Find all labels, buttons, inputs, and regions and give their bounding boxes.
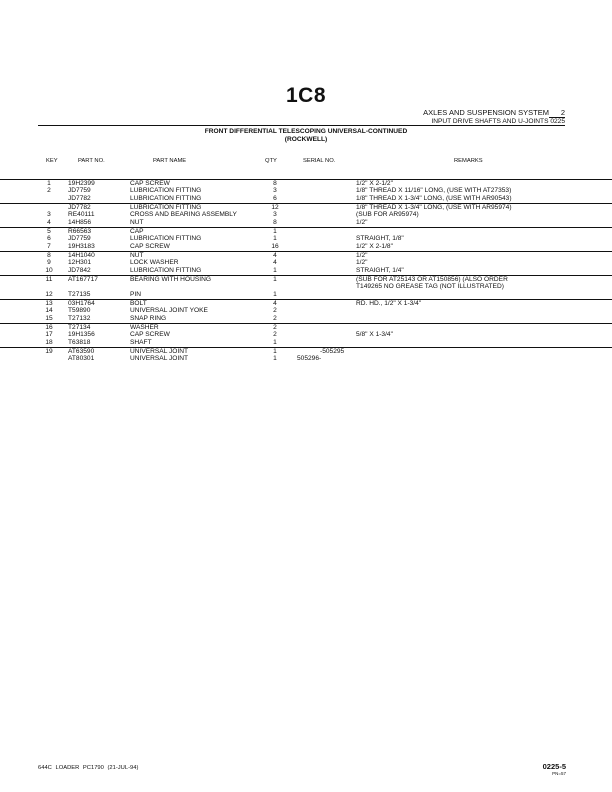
cell-qty: 16: [271, 243, 279, 250]
cell-qty: 3: [273, 211, 277, 218]
cell-remarks: RD. HD., 1/2" X 1-3/4": [356, 300, 422, 307]
cell-name: SNAP RING: [130, 315, 167, 322]
cell-qty: 1: [273, 235, 277, 242]
cell-name: NUT: [130, 252, 144, 259]
cell-remarks: 1/8" THREAD X 1-3/4" LONG, (USE WITH AR95974): [356, 204, 512, 211]
cell-key: 12: [45, 291, 53, 298]
table-row: [0, 331, 612, 339]
cell-qty: 1: [273, 348, 277, 355]
system-heading: [423, 108, 565, 118]
table-row: [0, 211, 612, 219]
cell-remarks: 1/8" THREAD X 11/16" LONG, (USE WITH AT27353): [356, 187, 512, 194]
cell-qty: 1: [273, 267, 277, 274]
cell-name: LUBRICATION FITTING: [130, 187, 202, 194]
footer-model-info: 644C LOADER PC1790 (21-JUL-94): [38, 765, 139, 771]
cell-part: 14H1040: [68, 252, 95, 259]
cell-name: BEARING WITH HOUSING: [130, 276, 211, 283]
cell-remarks: (SUB FOR AR95974): [356, 211, 419, 218]
cell-key: 13: [45, 300, 53, 307]
cell-key: 9: [47, 259, 51, 266]
col-header-qty: QTY: [265, 158, 277, 164]
cell-part: JD7842: [68, 267, 91, 274]
subsystem-heading: INPUT DRIVE SHAFTS AND U-JOINTS 0225: [431, 118, 565, 125]
cell-part: T59890: [68, 307, 91, 314]
system-title: AXLES AND SUSPENSION SYSTEM: [423, 108, 549, 117]
col-header-remarks: REMARKS: [454, 158, 483, 164]
cell-remarks: STRAIGHT, 1/4": [356, 267, 404, 274]
cell-qty: 8: [273, 219, 277, 226]
cell-key: 3: [47, 211, 51, 218]
cell-part: 19H2399: [68, 180, 95, 187]
cell-key: 6: [47, 235, 51, 242]
cell-qty: 1: [273, 355, 277, 362]
cell-key: 11: [45, 276, 53, 283]
cell-remarks: (SUB FOR AT25143 OR AT150856) (ALSO ORDER: [356, 276, 508, 283]
cell-remarks: 1/2": [356, 252, 368, 259]
table-row: [0, 235, 612, 243]
table-row: [0, 219, 612, 227]
cell-part: 19H3183: [68, 243, 95, 250]
cell-part: RE40111: [68, 211, 95, 218]
cell-qty: 6: [273, 195, 277, 202]
cell-name: LUBRICATION FITTING: [130, 235, 202, 242]
table-row: [0, 355, 612, 363]
cell-name: WASHER: [130, 324, 159, 331]
cell-part: T27135: [68, 291, 91, 298]
cell-part: 19H1356: [68, 331, 95, 338]
cell-part: JD7759: [68, 187, 91, 194]
cell-qty: 1: [273, 228, 277, 235]
cell-qty: 1: [273, 339, 277, 346]
cell-remarks: 1/2" X 2-1/2": [356, 180, 393, 187]
col-header-part-name: PART NAME: [153, 158, 187, 164]
table-row: [0, 307, 612, 315]
page-code: 1C8: [285, 84, 327, 107]
table-row: [0, 187, 612, 195]
cell-qty: 4: [273, 259, 277, 266]
cell-part: 12H301: [68, 259, 92, 266]
cell-part: 03H1764: [68, 300, 95, 307]
cell-part: T63818: [68, 339, 91, 346]
cell-qty: 12: [271, 204, 279, 211]
cell-key: 5: [47, 228, 51, 235]
cell-part: JD7759: [68, 235, 91, 242]
cell-key: 10: [45, 267, 53, 274]
table-row: [0, 291, 612, 299]
cell-qty: 1: [273, 276, 277, 283]
cell-part: R66563: [68, 228, 92, 235]
cell-key: 8: [47, 252, 51, 259]
system-number: 2: [549, 108, 565, 118]
cell-name: CROSS AND BEARING ASSEMBLY: [130, 211, 237, 218]
cell-name: BOLT: [130, 300, 147, 307]
header-rule: [38, 125, 565, 126]
cell-part: AT167717: [68, 276, 98, 283]
cell-qty: 8: [273, 180, 277, 187]
cell-name: UNIVERSAL JOINT: [130, 355, 189, 362]
cell-name: LUBRICATION FITTING: [130, 267, 202, 274]
cell-remarks: T149265 NO GREASE TAG (NOT ILLUSTRATED): [356, 283, 504, 290]
cell-remarks: 1/2": [356, 219, 368, 226]
cell-qty: 2: [273, 307, 277, 314]
cell-name: LOCK WASHER: [130, 259, 179, 266]
cell-part: AT80301: [68, 355, 95, 362]
table-row: [0, 259, 612, 267]
cell-key: 4: [47, 219, 51, 226]
cell-remarks: STRAIGHT, 1/8": [356, 235, 404, 242]
table-row: [0, 339, 612, 347]
cell-name: UNIVERSAL JOINT YOKE: [130, 307, 208, 314]
cell-name: SHAFT: [130, 339, 152, 346]
cell-part: T27134: [68, 324, 91, 331]
cell-qty: 4: [273, 252, 277, 259]
cell-key: 7: [47, 243, 51, 250]
cell-part: T27132: [68, 315, 91, 322]
cell-key: 14: [45, 307, 53, 314]
col-header-key: KEY: [46, 158, 58, 164]
table-row: [0, 283, 612, 291]
col-header-part-no: PART NO.: [78, 158, 105, 164]
cell-qty: 2: [273, 324, 277, 331]
cell-name: PIN: [130, 291, 141, 298]
cell-serial: -505295: [320, 348, 345, 355]
cell-part: 14H856: [68, 219, 92, 226]
cell-name: CAP SCREW: [130, 180, 170, 187]
cell-key: 16: [45, 324, 53, 331]
table-row: [0, 267, 612, 275]
cell-name: LUBRICATION FITTING: [130, 204, 202, 211]
cell-qty: 3: [273, 187, 277, 194]
section-title: FRONT DIFFERENTIAL TELESCOPING UNIVERSAL-CONTINUED: [204, 128, 408, 135]
cell-remarks: 1/2": [356, 259, 368, 266]
cell-part: JD7782: [68, 204, 91, 211]
cell-name: CAP SCREW: [130, 243, 170, 250]
table-row: [0, 315, 612, 323]
table-row: [0, 243, 612, 251]
cell-key: 1: [47, 180, 51, 187]
section-subtitle: (ROCKWELL): [284, 136, 328, 143]
col-header-serial-no: SERIAL NO.: [303, 158, 336, 164]
cell-key: 2: [47, 187, 51, 194]
footer-pn: PN=57: [552, 771, 566, 776]
cell-name: CAP SCREW: [130, 331, 170, 338]
cell-name: NUT: [130, 219, 144, 226]
cell-qty: 2: [273, 331, 277, 338]
cell-remarks: 1/8" THREAD X 1-3/4" LONG, (USE WITH AR90543): [356, 195, 512, 202]
cell-key: 15: [45, 315, 53, 322]
cell-key: 18: [45, 339, 53, 346]
cell-qty: 4: [273, 300, 277, 307]
cell-part: JD7782: [68, 195, 91, 202]
cell-remarks: 1/2" X 2-1/8": [356, 243, 393, 250]
cell-qty: 1: [273, 291, 277, 298]
cell-remarks: 5/8" X 1-3/4": [356, 331, 393, 338]
footer-page-number: 0225-5: [542, 762, 566, 771]
cell-qty: 2: [273, 315, 277, 322]
cell-name: UNIVERSAL JOINT: [130, 348, 189, 355]
cell-part: AT63590: [68, 348, 95, 355]
table-row: [0, 195, 612, 203]
cell-key: 17: [45, 331, 53, 338]
cell-serial: 505296-: [297, 355, 322, 362]
cell-name: CAP: [130, 228, 144, 235]
cell-key: 19: [45, 348, 53, 355]
cell-name: LUBRICATION FITTING: [130, 195, 202, 202]
